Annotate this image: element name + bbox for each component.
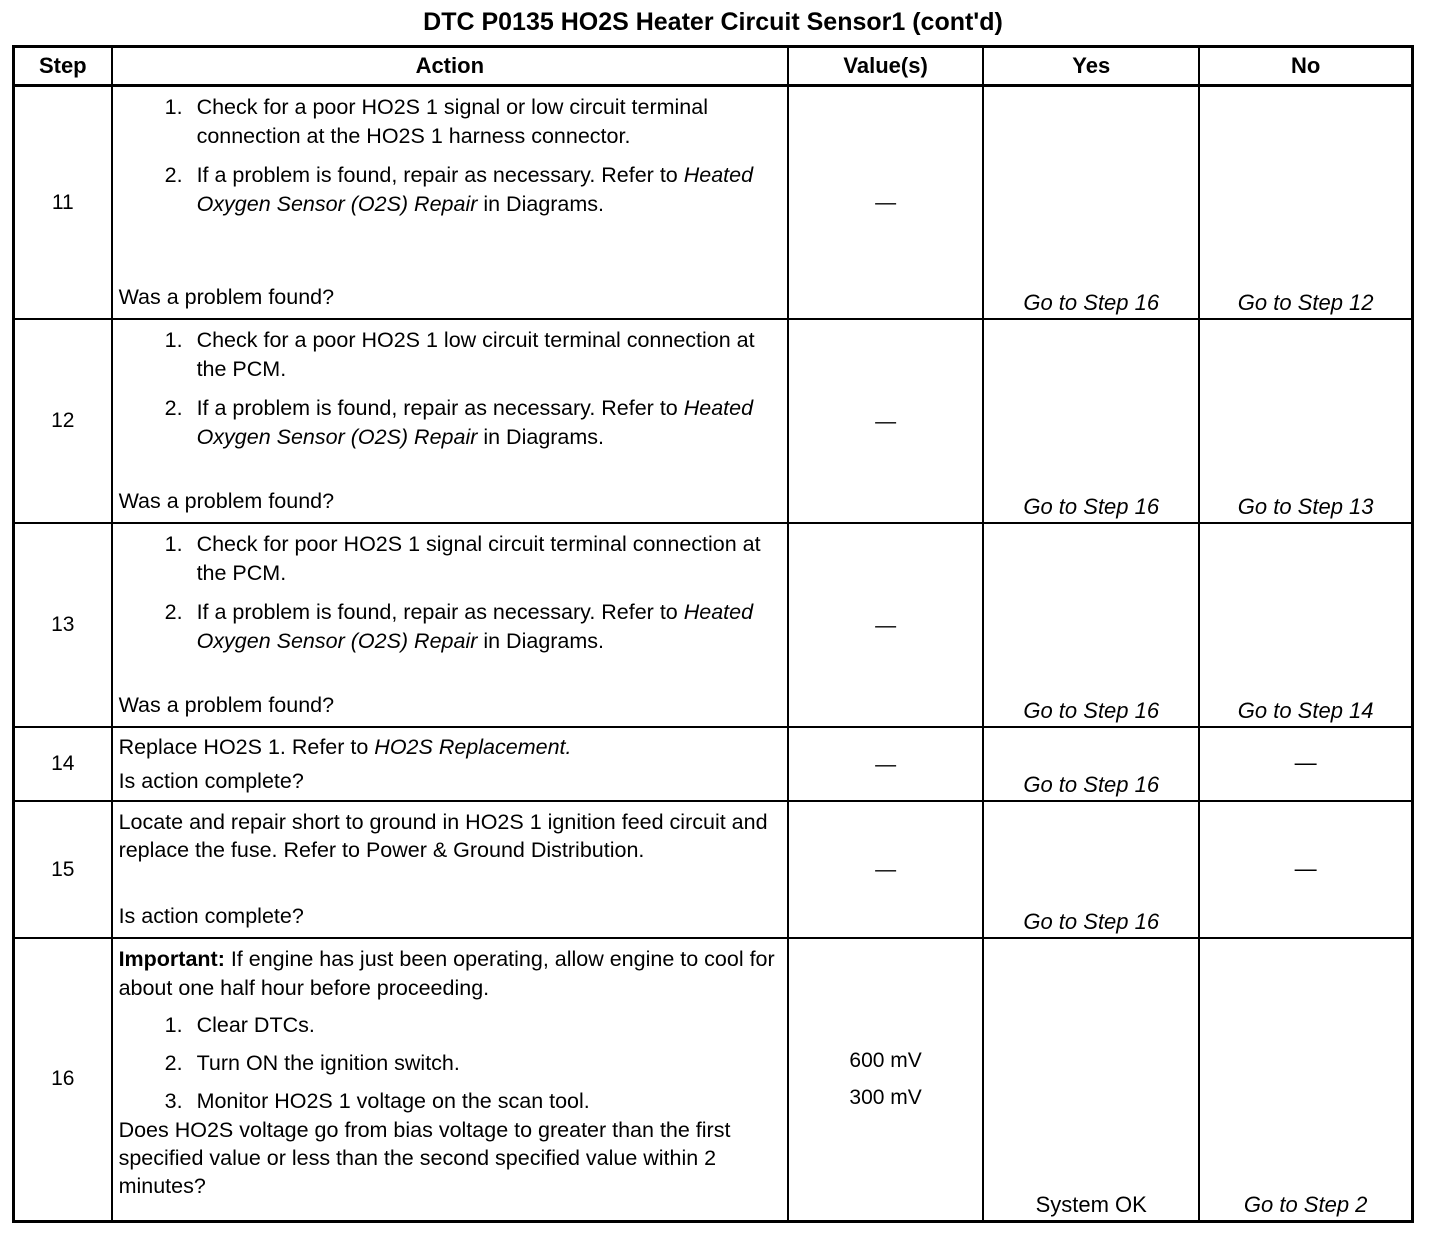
yes-result: Go to Step 16 [983,523,1199,727]
question-text: Is action complete? [118,904,304,928]
value-cell [788,938,983,1221]
value-first: 600 mV [849,1049,922,1073]
header-no: No [1199,47,1412,86]
table-row [14,319,1413,523]
no-result: Go to Step 14 [1199,523,1412,727]
table-row [14,938,1413,1221]
table-row [14,86,1413,320]
important-note: Important: If engine has just been operating, allow engine to cool for about one half hour before proceeding. [118,947,775,1000]
list-item: 1. Check for a poor HO2S 1 low circuit terminal connection at the PCM. [164,328,755,381]
value-cell: — [788,727,983,801]
table-row [14,523,1413,727]
question-text: Is action complete? [118,769,304,793]
table-row [14,727,1413,801]
instruction-list [119,530,779,666]
header-yes: Yes [983,47,1199,86]
header-step: Step [14,47,112,86]
step-number: 13 [14,523,112,727]
reference-link-text: HO2S Replacement. [374,735,572,759]
value-second: 300 mV [849,1086,922,1110]
step-number: 14 [14,727,112,801]
question-text: Was a problem found? [118,285,335,309]
question-text: Does HO2S voltage go from bias voltage to greater than the first specified value or less than the second specified value within 2 minutes? [118,1118,731,1198]
table-row [14,801,1413,938]
list-item: 3. Monitor HO2S 1 voltage on the scan tool. [164,1089,590,1113]
value-cell: — [788,801,983,938]
no-result: Go to Step 13 [1199,319,1412,523]
action-cell [112,938,788,1221]
question-text: Was a problem found? [118,489,335,513]
list-item: 2. Turn ON the ignition switch. [164,1051,460,1075]
action-cell [112,523,788,727]
list-item: 1. Clear DTCs. [164,1013,315,1037]
action-cell [112,727,788,801]
instruction-list [119,93,779,229]
no-result: — [1199,727,1412,801]
yes-result: Go to Step 16 [983,801,1199,938]
action-cell [112,801,788,938]
list-item: 2. If a problem is found, repair as necessary. Refer to Heated Oxygen Sensor (O2S) Repair in Diagrams. [164,396,754,449]
no-result: — [1199,801,1412,938]
page-title: DTC P0135 HO2S Heater Circuit Sensor1 (cont'd) [423,8,1003,36]
yes-result: Go to Step 16 [983,86,1199,320]
header-values: Value(s) [788,47,983,86]
list-item: 2. If a problem is found, repair as necessary. Refer to Heated Oxygen Sensor (O2S) Repair in Diagrams. [164,600,754,653]
yes-result: System OK [983,938,1199,1221]
reference-link-text: Heated Oxygen Sensor (O2S) Repair [196,163,754,216]
reference-link-text: Heated Oxygen Sensor (O2S) Repair [196,600,754,653]
step-number: 16 [14,938,112,1221]
action-text: Locate and repair short to ground in HO2S 1 ignition feed circuit and replace the fuse. Refer to Power & Ground Distribution. [118,810,768,862]
instruction-list [119,1011,779,1116]
instruction-list [119,326,779,462]
action-cell [112,319,788,523]
header-row [14,47,1413,86]
action-text: Replace HO2S 1. Refer to HO2S Replacement. [118,735,572,759]
reference-link-text: Heated Oxygen Sensor (O2S) Repair [196,396,754,449]
no-result: Go to Step 2 [1199,938,1412,1221]
yes-result: Go to Step 16 [983,727,1199,801]
action-cell [112,86,788,320]
value-cell: — [788,319,983,523]
value-cell: — [788,523,983,727]
list-item: 1. Check for poor HO2S 1 signal circuit terminal connection at the PCM. [164,532,761,585]
yes-result: Go to Step 16 [983,319,1199,523]
header-action: Action [112,47,788,86]
step-number: 11 [14,86,112,320]
step-number: 12 [14,319,112,523]
diagnostic-table [12,45,1414,1223]
step-number: 15 [14,801,112,938]
list-item: 1. Check for a poor HO2S 1 signal or low circuit terminal connection at the HO2S 1 harness connector. [164,95,708,148]
no-result: Go to Step 12 [1199,86,1412,320]
list-item: 2. If a problem is found, repair as necessary. Refer to Heated Oxygen Sensor (O2S) Repair in Diagrams. [164,163,754,216]
value-cell: — [788,86,983,320]
question-text: Was a problem found? [118,693,335,717]
